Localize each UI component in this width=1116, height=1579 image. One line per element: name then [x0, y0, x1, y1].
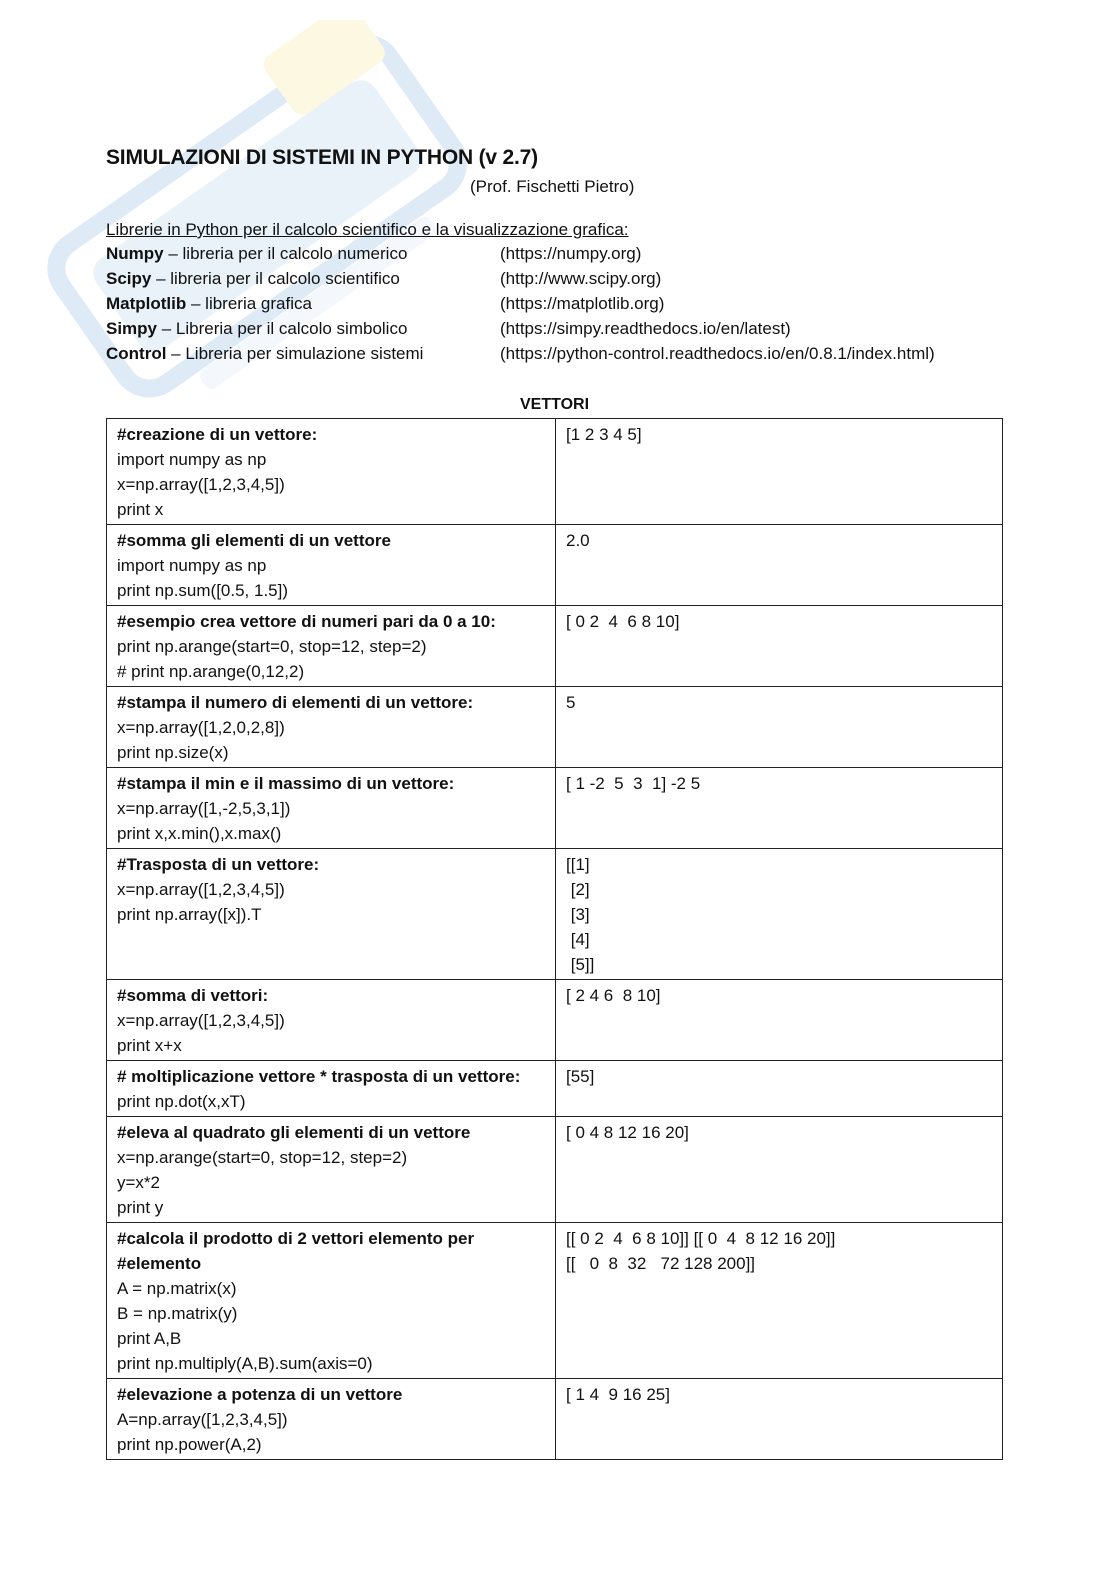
output-cell — [556, 1379, 1003, 1460]
code-line: x=np.arange(start=0, stop=12, step=2) — [117, 1148, 408, 1167]
library-item — [106, 294, 1006, 319]
code-line: x=np.array([1,2,3,4,5]) — [117, 880, 285, 899]
code-line: print np.power(A,2) — [117, 1435, 262, 1454]
output-cell — [556, 1223, 1003, 1379]
library-desc: – libreria per il calcolo numerico — [163, 244, 408, 263]
vectors-table — [106, 418, 1003, 1460]
library-name: Control — [106, 344, 167, 363]
code-line: print np.size(x) — [117, 743, 229, 762]
output-line: [ 0 4 8 12 16 20] — [566, 1123, 689, 1142]
code-line: A = np.matrix(x) — [117, 1279, 237, 1298]
output-cell — [556, 980, 1003, 1061]
code-line: print np.array([x]).T — [117, 905, 262, 924]
code-cell — [107, 606, 556, 687]
library-name: Matplotlib — [106, 294, 187, 313]
code-line: print y — [117, 1198, 164, 1217]
section-title: VETTORI — [519, 396, 590, 413]
author-line: (Prof. Fischetti Pietro) — [470, 177, 635, 196]
code-line: print A,B — [117, 1329, 182, 1348]
library-name: Scipy — [106, 269, 152, 288]
code-line: A=np.array([1,2,3,4,5]) — [117, 1410, 288, 1429]
libraries-list — [106, 244, 1006, 369]
output-line: [ 2 4 6 8 10] — [566, 986, 661, 1005]
example-heading: #stampa il numero di elementi di un vettore: — [117, 693, 474, 712]
output-cell — [556, 525, 1003, 606]
output-line: [ 1 -2 5 3 1] -2 5 — [566, 774, 701, 793]
code-line: import numpy as np — [117, 556, 267, 575]
library-url[interactable]: (https://matplotlib.org) — [500, 294, 665, 313]
library-url[interactable]: (https://numpy.org) — [500, 244, 642, 263]
code-line: print np.sum([0.5, 1.5]) — [117, 581, 289, 600]
libraries-heading: Librerie in Python per il calcolo scientifico e la visualizzazione grafica: — [106, 220, 629, 239]
table-row — [107, 849, 1003, 980]
example-heading: #somma di vettori: — [117, 986, 269, 1005]
example-heading: # moltiplicazione vettore * trasposta di un vettore: — [117, 1067, 521, 1086]
library-item — [106, 269, 1006, 294]
code-cell — [107, 1061, 556, 1117]
output-line: [ 1 4 9 16 25] — [566, 1385, 670, 1404]
code-line: print x,x.min(),x.max() — [117, 824, 282, 843]
table-row — [107, 1117, 1003, 1223]
code-cell — [107, 1223, 556, 1379]
code-cell — [107, 1117, 556, 1223]
library-url[interactable]: (https://python-control.readthedocs.io/en/0.8.1/index.html) — [500, 344, 935, 363]
code-line: y=x*2 — [117, 1173, 160, 1192]
code-line: print x+x — [117, 1036, 182, 1055]
code-line: # print np.arange(0,12,2) — [117, 662, 305, 681]
code-line: print x — [117, 500, 164, 519]
library-item — [106, 344, 1006, 369]
example-heading: #somma gli elementi di un vettore — [117, 531, 391, 550]
library-desc: – Libreria per simulazione sistemi — [166, 344, 424, 363]
code-line: x=np.array([1,-2,5,3,1]) — [117, 799, 291, 818]
example-heading: #stampa il min e il massimo di un vettore: — [117, 774, 455, 793]
code-line: print np.multiply(A,B).sum(axis=0) — [117, 1354, 373, 1373]
library-url[interactable]: (http://www.scipy.org) — [500, 269, 662, 288]
code-cell — [107, 525, 556, 606]
output-line: [1 2 3 4 5] — [566, 425, 642, 444]
code-line: x=np.array([1,2,3,4,5]) — [117, 1011, 285, 1030]
output-cell — [556, 687, 1003, 768]
output-line: [ 0 2 4 6 8 10] — [566, 612, 680, 631]
output-cell — [556, 768, 1003, 849]
code-cell — [107, 980, 556, 1061]
output-cell — [556, 606, 1003, 687]
output-line: [4] — [566, 930, 590, 949]
code-cell — [107, 1379, 556, 1460]
code-line: B = np.matrix(y) — [117, 1304, 238, 1323]
output-cell — [556, 419, 1003, 525]
output-line: [5]] — [566, 955, 595, 974]
output-cell — [556, 849, 1003, 980]
output-line: [[ 0 2 4 6 8 10]] [[ 0 4 8 12 16 20]] — [566, 1229, 836, 1248]
document-title: SIMULAZIONI DI SISTEMI IN PYTHON (v 2.7) — [106, 146, 538, 169]
output-line: 2.0 — [566, 531, 590, 550]
example-heading: #elevazione a potenza di un vettore — [117, 1385, 403, 1404]
library-name: Simpy — [106, 319, 158, 338]
table-row — [107, 687, 1003, 768]
table-row — [107, 768, 1003, 849]
library-url[interactable]: (https://simpy.readthedocs.io/en/latest) — [500, 319, 791, 338]
example-heading: #creazione di un vettore: — [117, 425, 318, 444]
table-row — [107, 525, 1003, 606]
library-item — [106, 319, 1006, 344]
code-line: x=np.array([1,2,0,2,8]) — [117, 718, 285, 737]
example-heading: #Trasposta di un vettore: — [117, 855, 320, 874]
code-cell — [107, 687, 556, 768]
output-line: [3] — [566, 905, 590, 924]
library-item — [106, 244, 1006, 269]
code-line: print np.arange(start=0, stop=12, step=2) — [117, 637, 427, 656]
output-cell — [556, 1117, 1003, 1223]
code-line: print np.dot(x,xT) — [117, 1092, 246, 1111]
output-line: [[ 0 8 32 72 128 200]] — [566, 1254, 756, 1273]
code-line: import numpy as np — [117, 450, 267, 469]
library-desc: – libreria grafica — [186, 294, 312, 313]
code-cell — [107, 419, 556, 525]
code-line: x=np.array([1,2,3,4,5]) — [117, 475, 285, 494]
table-row — [107, 1223, 1003, 1379]
output-line: 5 — [566, 693, 576, 712]
output-line: [2] — [566, 880, 590, 899]
table-row — [107, 606, 1003, 687]
output-line: [[1] — [566, 855, 590, 874]
code-cell — [107, 768, 556, 849]
library-desc: – Libreria per il calcolo simbolico — [157, 319, 408, 338]
output-line: [55] — [566, 1067, 595, 1086]
table-row — [107, 1379, 1003, 1460]
example-heading: #esempio crea vettore di numeri pari da 0 a 10: — [117, 612, 496, 631]
code-cell — [107, 849, 556, 980]
table-row — [107, 1061, 1003, 1117]
library-desc: – libreria per il calcolo scientifico — [151, 269, 400, 288]
table-row — [107, 980, 1003, 1061]
example-heading: #eleva al quadrato gli elementi di un vettore — [117, 1123, 471, 1142]
example-heading: #calcola il prodotto di 2 vettori elemento per #elemento — [117, 1229, 475, 1273]
table-row — [107, 419, 1003, 525]
output-cell — [556, 1061, 1003, 1117]
library-name: Numpy — [106, 244, 164, 263]
